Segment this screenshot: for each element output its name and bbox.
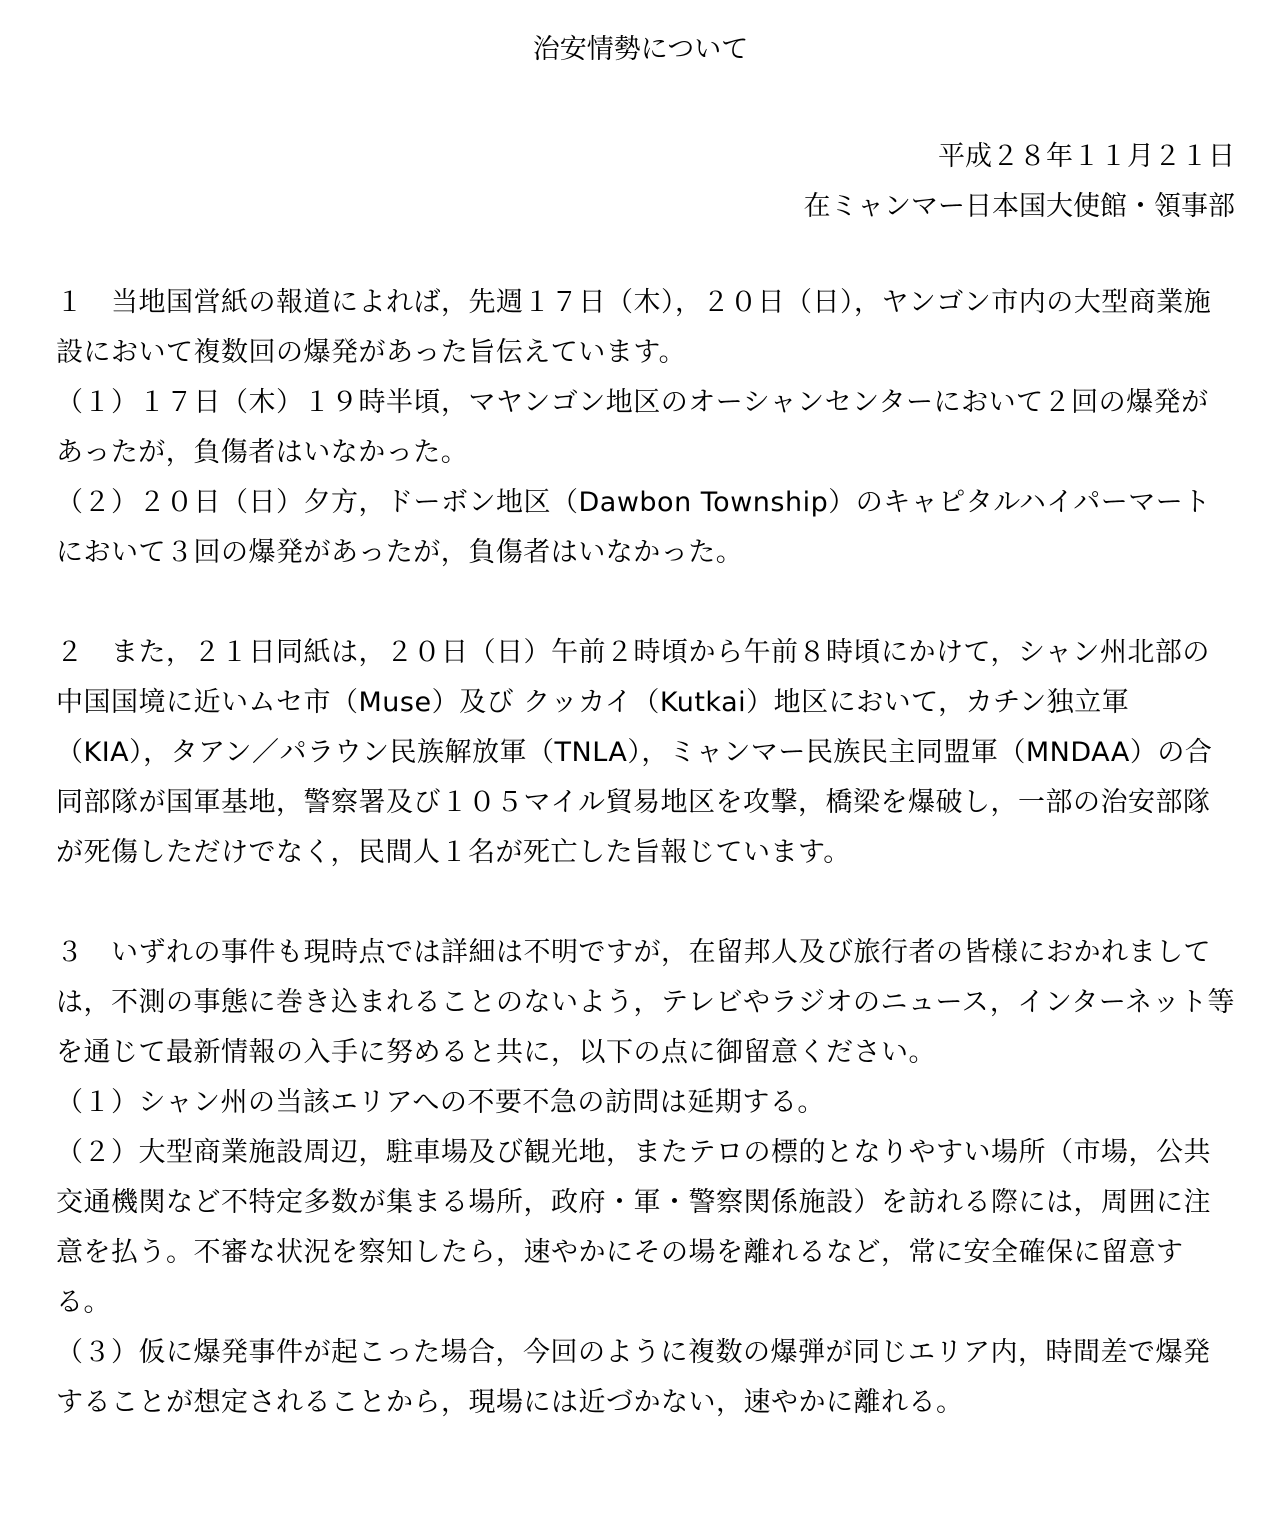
paragraph-gap (56, 878, 1236, 928)
document-header (804, 132, 1235, 232)
section-1-item-2: （２）２０日（日）夕方，ドーボン地区（Dawbon Township）のキャピタルハイパーマートにおいて３回の爆発があったが，負傷者はいなかった。 (56, 487, 1211, 568)
paragraph-gap (56, 578, 1236, 628)
section-3-item-1: （１）シャン州の当該エリアへの不要不急の訪問は延期する。 (56, 1087, 825, 1118)
section-3-item-3: （３）仮に爆発事件が起こった場合，今回のように複数の爆弾が同じエリア内，時間差で爆発することが想定されることから，現場には近づかない，速やかに離れる。 (56, 1337, 1211, 1418)
document-date: 平成２８年１１月２１日 (938, 141, 1235, 172)
section-3-lead: ３ いずれの事件も現時点では詳細は不明ですが，在留邦人及び旅行者の皆様におかれましては，不測の事態に巻き込まれることのないよう，テレビやラジオのニュース，インターネット等を通じて最新情報の入手に努めると共に，以下の点に御留意ください。 (56, 937, 1235, 1068)
document-body (56, 278, 1236, 1428)
section-1-lead: １ 当地国営紙の報道によれば，先週１７日（木），２０日（日），ヤンゴン市内の大型商業施設において複数回の爆発があった旨伝えています。 (56, 287, 1212, 368)
section-2-lead: ２ また，２１日同紙は，２０日（日）午前２時頃から午前８時頃にかけて，シャン州北部の中国国境に近いムセ市（Muse）及び クッカイ（Kutkai）地区において，カチン独立軍（KIA），タアン／パラウン民族解放軍（TNLA），ミャンマー民族民主同盟軍（MNDAA）の合同部隊が国軍基地，警察署及び１０５マイル貿易地区を攻撃，橋梁を爆破し，一部の治安部隊が死傷しただけでなく，民間人１名が死亡した旨報じています。 (56, 637, 1213, 868)
document-issuer: 在ミャンマー日本国大使館・領事部 (803, 191, 1235, 222)
section-1-item-1: （１）１７日（木）１９時半頃，マヤンゴン地区のオーシャンセンターにおいて２回の爆発があったが，負傷者はいなかった。 (56, 387, 1209, 468)
section-3-item-2: （２）大型商業施設周辺，駐車場及び観光地，またテロの標的となりやすい場所（市場，公共交通機関など不特定多数が集まる場所，政府・軍・警察関係施設）を訪れる際には，周囲に注意を払う。不審な状況を察知したら，速やかにその場を離れるなど，常に安全確保に留意する。 (56, 1137, 1211, 1318)
document-title: 治安情勢について (532, 34, 749, 65)
